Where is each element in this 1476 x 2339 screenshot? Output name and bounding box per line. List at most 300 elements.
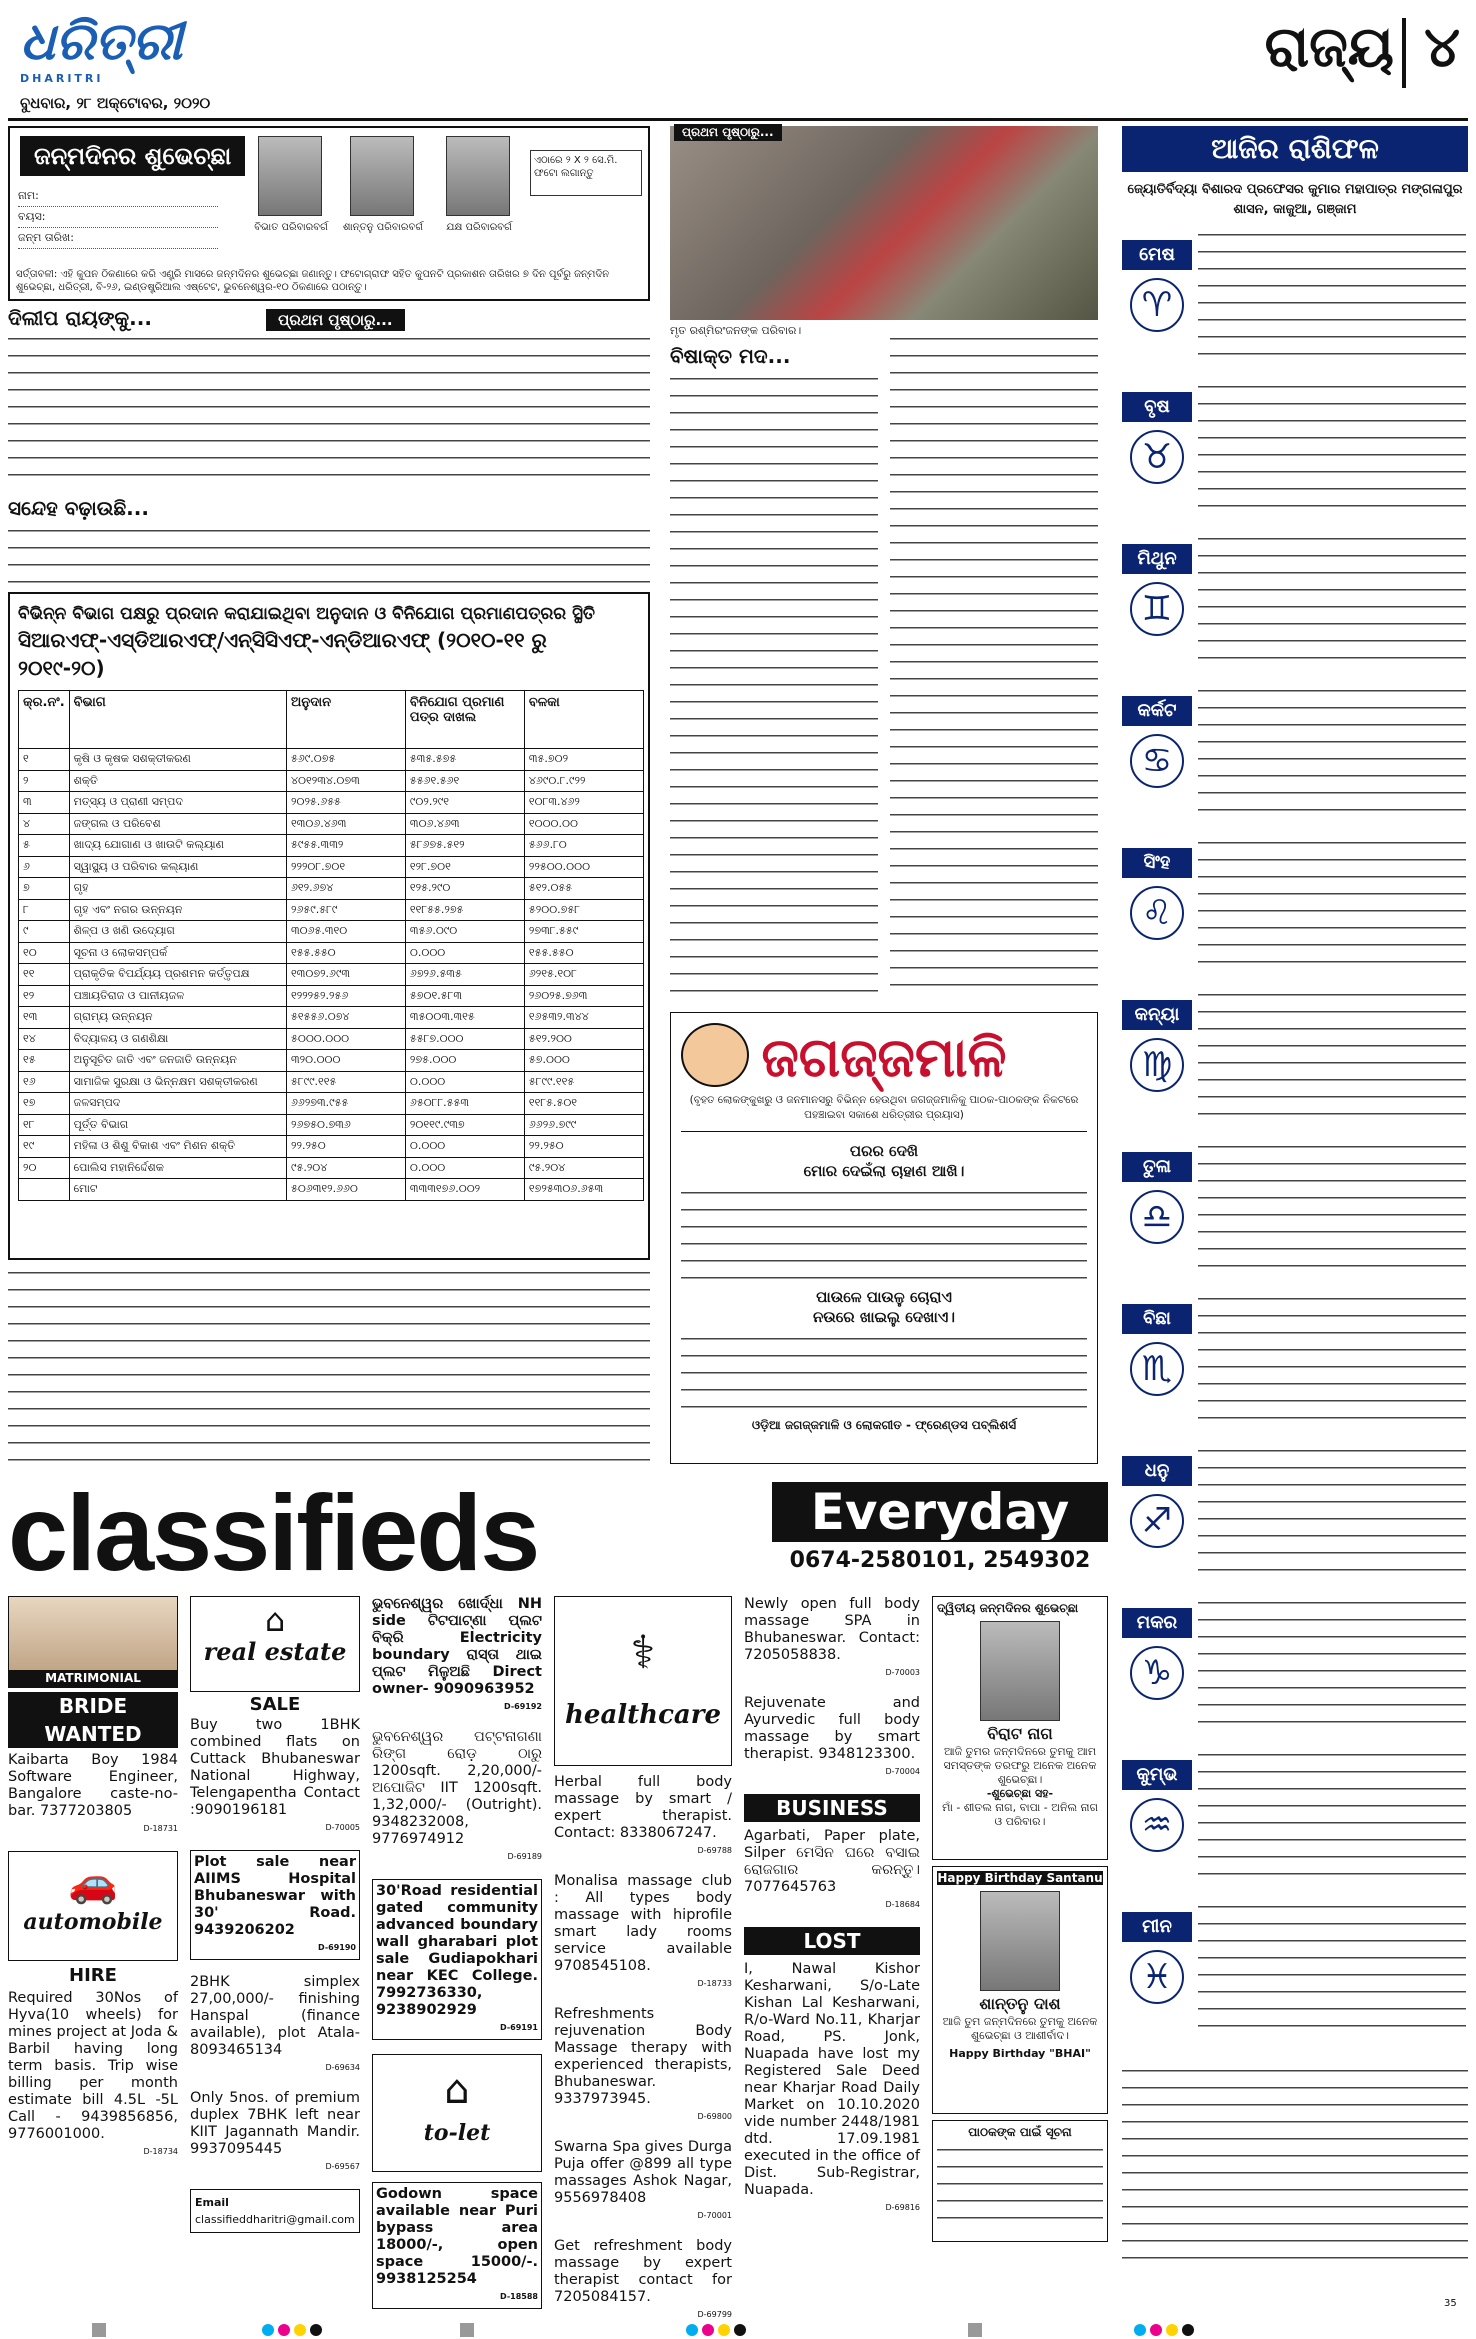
- table-cell: ୫୮୯୯.୧୧୫: [524, 1071, 643, 1093]
- photo-caption: ଯକ୍ଷ ପରିବାରବର୍ଗ: [446, 222, 512, 233]
- registration-dot: [262, 2324, 274, 2336]
- ad-text: ଭୁବନେଶ୍ୱର ପଟ୍ଟନାଗଣା ରିଙ୍ଗ ରୋଡ଼ ଠାରୁ 1200sqft. 2,20,000/- ଅପୋଜିଟ IIT 1200sqft. 1,32,000/- (Outright). 9348232008, 9776974912: [372, 1729, 542, 1847]
- sign-prediction-text: [1198, 532, 1466, 660]
- table-row: [19, 1157, 644, 1179]
- ad-code: D-69190: [318, 1943, 356, 1952]
- classified-ad: [8, 1752, 178, 1837]
- registration-dot: [1150, 2324, 1162, 2336]
- happy-birthday-box: [932, 1866, 1108, 2114]
- table-cell: ଗୃହ: [69, 878, 286, 900]
- table-row: [19, 1093, 644, 1115]
- table-row: [19, 749, 644, 771]
- matrimonial-label: MATRIMONIAL: [9, 1670, 177, 1687]
- table-row: [19, 985, 644, 1007]
- horoscope-sign: [1122, 1286, 1468, 1430]
- real-estate-label: real estate: [203, 1637, 347, 1666]
- table-cell: ୧୫୫.୫୫୦: [524, 942, 643, 964]
- table-cell: ୩୦୬୫.୩୧୦: [287, 921, 406, 943]
- table-cell: ୫୧୫୫୬.୦୭୪: [287, 1007, 406, 1029]
- classifieds-phone: 0674-2580101, 2549302: [789, 1548, 1091, 1573]
- table-cell: ୭: [19, 878, 70, 900]
- table-cell: ୩: [19, 792, 70, 814]
- print-mark: [968, 2323, 982, 2337]
- automobile-label: automobile: [23, 1909, 163, 1935]
- table-cell: ୧୨୨୨୫୨.୨୫୬: [287, 985, 406, 1007]
- table-cell: ୩୦୬.୪୬୩: [405, 813, 524, 835]
- grants-table: [18, 690, 644, 1201]
- table-cell: ୬୫୦୮୮.୫୫୩: [405, 1093, 524, 1115]
- jagamali-heading: ମୋର ଦେଇଁଲା ଚାହାଣ ଆଖି।: [803, 1162, 965, 1180]
- sign-prediction-text: [1198, 836, 1466, 964]
- table-cell: ୨୦: [19, 1157, 70, 1179]
- continued-tag: ପ୍ରଥମ ପୃଷ୍ଠାରୁ...: [674, 124, 782, 141]
- second-story: [8, 496, 650, 520]
- jagamali-title: ଜଗଜ୍ଜମାଳି: [761, 1025, 1007, 1089]
- photo-caption: ମୃତ ରଶ୍ମିରଂଜନଙ୍କ ପରିବାର।: [670, 324, 802, 337]
- reader-notice-text: [937, 2143, 1103, 2231]
- table-row: [19, 1136, 644, 1158]
- jagamali-heading: ନଉରେ ଖାଇଲୁ ଦେଖାଏ।: [812, 1308, 956, 1326]
- sign-prediction-text: [1198, 228, 1466, 356]
- table-cell: ଜଳସମ୍ପଦ: [69, 1093, 286, 1115]
- classified-ad: [190, 1850, 360, 1960]
- table-cell: ୧୬: [19, 1071, 70, 1093]
- classified-ad: [190, 2090, 360, 2175]
- col-header: ବିନିଯୋଗ ପ୍ରମାଣ ପତ୍ର ଦାଖଲ: [405, 691, 524, 749]
- sign-prediction-text: [1198, 1292, 1466, 1420]
- story-kicker: ଦିଲୀପ ରାୟଙ୍କୁ...: [8, 306, 152, 330]
- story-body-text: [8, 1266, 650, 1462]
- table-cell: ସ୍ୱାସ୍ଥ୍ୟ ଓ ପରିବାର କଲ୍ୟାଣ: [69, 856, 286, 878]
- table-row: [19, 1179, 644, 1201]
- table-cell: ୧୫: [19, 1050, 70, 1072]
- table-cell: ୬୭୨୬.୫୩୫: [405, 964, 524, 986]
- table-cell: ୦.୦୦୦: [405, 1157, 524, 1179]
- col-header: ବିଭାଗ: [69, 691, 286, 749]
- greeting-title: Happy Birthday Santanu: [937, 1871, 1103, 1885]
- ad-text: Swarna Spa gives Durga Puja offer @899 all type massages Ashok Nagar, 9556978408: [554, 2139, 732, 2206]
- table-cell: ୯୦୨.୨୯୧: [405, 792, 524, 814]
- jagamali-heading: ପରର ଦେଖି: [849, 1142, 919, 1160]
- table-cell: ୨୦୨୫.୬୫୫: [287, 792, 406, 814]
- sign-prediction-text: [1198, 988, 1466, 1116]
- table-cell: କୃଷି ଓ କୃଷକ ସଶକ୍ତୀକରଣ: [69, 749, 286, 771]
- table-cell: ବିଦ୍ୟାଳୟ ଓ ଗଣଶିକ୍ଷା: [69, 1028, 286, 1050]
- automobile-image: [8, 1851, 178, 1961]
- table-row: [19, 1050, 644, 1072]
- table-cell: ମହିଳା ଓ ଶିଶୁ ବିକାଶ ଏବଂ ମିଶନ ଶକ୍ତି: [69, 1136, 286, 1158]
- table-cell: ୫୭୦୧.୫୮୩: [405, 985, 524, 1007]
- bride-wanted-header: BRIDE WANTED: [8, 1692, 178, 1748]
- business-header: BUSINESS: [744, 1794, 920, 1822]
- jagamali-box: [670, 1012, 1098, 1464]
- to-let-label: to-let: [423, 2120, 491, 2146]
- col-header: ଅନୁଦାନ: [287, 691, 406, 749]
- ad-text: Get refreshment body massage by expert therapist contact for 7205084157.: [554, 2238, 732, 2305]
- table-cell: ୩୫୬.୦୯୦: [405, 921, 524, 943]
- ad-code: D-69816: [885, 2203, 920, 2212]
- table-cell: ୧୭: [19, 1093, 70, 1115]
- table-row: [19, 835, 644, 857]
- classified-ad: [8, 1990, 178, 2160]
- child-photo: [258, 136, 322, 216]
- table-cell: ୫୧୨.୦୫୫: [524, 878, 643, 900]
- registration-dot: [278, 2324, 290, 2336]
- sign-name: କୁମ୍ଭ: [1122, 1760, 1192, 1790]
- classified-ad: [554, 2139, 732, 2224]
- ad-text: Agarbati, Paper plate, Silper ମେସିନ ଘରେ ବସାଇ ରୋଜଗାର କରନ୍ତୁ। 7077645763: [744, 1828, 920, 1895]
- classified-ad: [744, 1596, 920, 1681]
- ad-code: D-18733: [697, 1979, 732, 1988]
- ad-code: D-18734: [143, 2147, 178, 2156]
- ad-text: Buy two 1BHK combined flats on Cuttack Bhubaneswar National Highway, Telengapentha Contact :9090196181: [190, 1717, 360, 1818]
- table-cell: ଶକ୍ତି: [69, 770, 286, 792]
- ad-text: I, Nawal Kishor Kesharwani, S/o-Late Kishan Lal Kesharwani, R/o-Ward No.11, Kharjar Road, PS. Jonk, Nuapada have lost my Registered Sale Deed near Kharjar Road Daily Market on 10.10.2020 vide number 2448/1981 dtd. 17.09.1981 executed in the office of Dist. Sub-Registrar, Nuapada.: [744, 1961, 920, 2198]
- table-cell: ୦.୦୦୦: [405, 942, 524, 964]
- table-cell: ୮: [19, 899, 70, 921]
- classified-ad: [744, 1695, 920, 1780]
- ad-code: D-69800: [697, 2112, 732, 2121]
- table-cell: ୧୧: [19, 964, 70, 986]
- cartoon-illustration: [681, 1023, 749, 1087]
- table-cell: ୫୯୫୫.୩୩୨: [287, 835, 406, 857]
- story-body-text: [8, 332, 650, 488]
- horoscope-sign: [1122, 526, 1468, 670]
- birthday-title: ଜନ୍ମଦିନର ଶୁଭେଚ୍ଛା: [20, 136, 245, 176]
- masthead: [8, 8, 1468, 120]
- table-cell: ୬୬୨୭୩.୯୫୫: [287, 1093, 406, 1115]
- ad-text: Herbal full body massage by smart / expert therapist. Contact: 8338067247.: [554, 1774, 732, 1841]
- photo-caption: ଶାନ୍ତନୁ ପରିବାରବର୍ଗ: [342, 222, 424, 233]
- table-cell: ୨୦୧୧୯.୯୩୭: [405, 1114, 524, 1136]
- jagamali-text: [681, 1332, 1087, 1412]
- ad-code: D-69799: [697, 2310, 732, 2319]
- reader-notice-title: ପାଠକଙ୍କ ପାଇଁ ସୂଚନା: [968, 2125, 1072, 2139]
- table-cell: ଗୃହ ଏବଂ ନଗର ଉନ୍ନୟନ: [69, 899, 286, 921]
- horoscope-sign: [1122, 222, 1468, 366]
- classified-ad: [190, 1717, 360, 1836]
- registration-dot: [686, 2324, 698, 2336]
- ad-text: Refreshments rejuvenation Body Massage therapy with experienced therapists, Bhubaneswar. 9337973945.: [554, 2006, 732, 2107]
- table-row: [19, 792, 644, 814]
- story-kicker: ବିଷାକ୍ତ ମଦ...: [670, 344, 791, 368]
- table-row: [19, 878, 644, 900]
- print-mark: [460, 2323, 474, 2337]
- table-row: [19, 1114, 644, 1136]
- ad-code: D-69192: [504, 1702, 542, 1711]
- classified-column-property: [372, 1596, 542, 2323]
- horoscope-sign: [1122, 1742, 1468, 1886]
- classified-ad: [554, 1873, 732, 1992]
- table-body: [19, 749, 644, 1201]
- sign-name: କନ୍ୟା: [1122, 1000, 1192, 1030]
- table-cell: ୧୧୮୫୫.୨୭୫: [405, 899, 524, 921]
- zodiac-icon: ♒: [1130, 1798, 1184, 1852]
- table-cell: ୬୨୧୫.୧୦୮: [524, 964, 643, 986]
- logo-title: ଧରିତ୍ରୀ: [20, 11, 183, 72]
- greeting-name: ଶାନ୍ତନୁ ଦାଶ: [979, 1994, 1061, 2013]
- table-cell: ୧୦୮୩.୪୬୨: [524, 792, 643, 814]
- to-let-image: [372, 2054, 542, 2172]
- logo-subtitle: DHARITRI: [20, 72, 104, 85]
- horoscope-title: ଆଜିର ରାଶିଫଳ: [1122, 126, 1468, 172]
- ad-code: D-69189: [507, 1852, 542, 1861]
- table-cell: ୧୬୫୩୨.୩୪୪: [524, 1007, 643, 1029]
- horoscope-sign: [1122, 1590, 1468, 1734]
- table-cell: ୧୦: [19, 942, 70, 964]
- table-cell: ୨୨୨୦୮.୭୦୧: [287, 856, 406, 878]
- registration-dot: [734, 2324, 746, 2336]
- greeting-signoff: Happy Birthday "BHAI": [949, 2047, 1091, 2060]
- ad-code: D-70005: [325, 1823, 360, 1832]
- email-box: [190, 2189, 360, 2233]
- sign-prediction-text: [1198, 1140, 1466, 1268]
- horoscope-sign: [1122, 830, 1468, 974]
- sign-name: ସିଂହ: [1122, 848, 1192, 878]
- table-row: [19, 856, 644, 878]
- print-mark: [92, 2323, 106, 2337]
- table-row: [19, 921, 644, 943]
- registration-dot: [1182, 2324, 1194, 2336]
- logo: [20, 12, 260, 96]
- ad-text: Rejuvenate and Ayurvedic full body massage by smart therapist. 9348123300.: [744, 1695, 920, 1762]
- sign-prediction-text: [1198, 684, 1466, 812]
- table-cell: ୨୬୦୨୫.୭୬୩: [524, 985, 643, 1007]
- table-cell: ୨୭୫.୦୦୦: [405, 1050, 524, 1072]
- story-kicker: ସନ୍ଦେହ ବଢ଼ାଉଛି...: [8, 496, 149, 520]
- classified-column-business: [744, 1596, 920, 2230]
- ad-code: D-18684: [885, 1900, 920, 1909]
- zodiac-icon: ♍: [1130, 1038, 1184, 1092]
- table-cell: ୧୦୦୦.୦୦: [524, 813, 643, 835]
- table-row: [19, 1007, 644, 1029]
- reader-notice-box: [932, 2120, 1108, 2242]
- table-cell: ୧୨: [19, 985, 70, 1007]
- photo-size-note: ଏଠାରେ ୨ X ୨ ସେ.ମି. ଫଟୋ ଲଗାନ୍ତୁ: [530, 150, 642, 196]
- classified-ad: [372, 1879, 542, 2040]
- registration-dot: [718, 2324, 730, 2336]
- zodiac-icon: ♏: [1130, 1342, 1184, 1396]
- horoscope-sign: [1122, 678, 1468, 822]
- greeting-title: ଦ୍ୱିତୀୟ ଜନ୍ମଦିନର ଶୁଭେଚ୍ଛା: [937, 1601, 1079, 1615]
- ad-code: D-69634: [325, 2063, 360, 2072]
- horoscope-sign: [1122, 1438, 1468, 1582]
- ad-text: 2BHK simplex 27,00,000/- finishing Hanspal (finance available), plot Atala-8093465134: [190, 1974, 360, 2058]
- classified-column-greetings: [932, 1596, 1108, 2242]
- jagamali-credit: ଓଡ଼ିଆ ଜଗଜ୍ଜମାଳି ଓ ଲୋକଗୀତ - ଫ୍ରେଣ୍ଡସ ପବ୍ଲିଶର୍ସ: [751, 1418, 1017, 1432]
- ad-code: D-69788: [697, 1846, 732, 1855]
- horoscope-sign: [1122, 982, 1468, 1126]
- child-photo: [446, 136, 510, 216]
- sign-prediction-text: [1198, 1900, 1466, 2028]
- sale-header: SALE: [249, 1694, 301, 1715]
- zodiac-icon: ♊: [1130, 582, 1184, 636]
- table-cell: ୩୫.୭୦୨: [524, 749, 643, 771]
- almanac-text: [1122, 2064, 1468, 2274]
- greeting-text: ଆଜି ତୁମ ଜନ୍ମଦିନରେ ତୁମକୁ ଅନେକ ଶୁଭେଚ୍ଛା ଓ ଆଶୀର୍ବାଦ।: [942, 2015, 1098, 2042]
- table-cell: ୩୨୦.୦୦୦: [287, 1050, 406, 1072]
- table-cell: ସାମାଜିକ ସୁରକ୍ଷା ଓ ଭିନ୍ନକ୍ଷମ ସଶକ୍ତୀକରଣ: [69, 1071, 286, 1093]
- ad-text: Newly open full body massage SPA in Bhubaneswar. Contact: 7205058838.: [744, 1596, 920, 1663]
- table-cell: ୧୮: [19, 1114, 70, 1136]
- ad-text: Required 30Nos of Hyva(10 wheels) for mines project at Joda & Barbil having long term basis. Trip wise billing per month estimate bill 4.5L -5L Call - 9439856856, 9776001000.: [8, 1990, 178, 2142]
- table-cell: ୫୫୮୭.୦୦୦: [405, 1028, 524, 1050]
- zodiac-icon: ♎: [1130, 1190, 1184, 1244]
- sign-name: ମେଷ: [1122, 240, 1192, 270]
- matrimonial-image: [8, 1596, 178, 1688]
- real-estate-image: [190, 1596, 360, 1692]
- table-cell: ୧୯: [19, 1136, 70, 1158]
- sign-name: ବୃଷ: [1122, 392, 1192, 422]
- photo-caption: ବିଭାତ ପରିବାରବର୍ଗ: [254, 222, 328, 233]
- table-cell: ଶିଳ୍ପ ଓ ଖଣି ଉଦ୍ୟୋଗ: [69, 921, 286, 943]
- table-title: ବିଭିନ୍ନ ବିଭାଗ ପକ୍ଷରୁ ପ୍ରଦାନ କରାଯାଇଥିବା ଅନୁଦାନ ଓ ବିନିଯୋଗ ପ୍ରମାଣପତ୍ରର ସ୍ଥିତି: [18, 604, 596, 624]
- zodiac-icon: ♑: [1130, 1646, 1184, 1700]
- classified-ad: [554, 2238, 732, 2323]
- news-photo: [670, 126, 1098, 320]
- ad-code: D-70004: [885, 1767, 920, 1776]
- table-cell: ୯୫.୨୦୪: [287, 1157, 406, 1179]
- page-number: ୪: [1424, 14, 1460, 80]
- table-cell: ୨: [19, 770, 70, 792]
- table-cell: ୧: [19, 749, 70, 771]
- ad-text: ଭୁବନେଶ୍ୱର ଖୋର୍ଦ୍ଧା NH side ଟିଟପାଟ୍ଣା ପ୍ଲଟ ବିକ୍ରି Electricity boundary ରାସ୍ତା ଥାଇ ପ୍ଲଟ ମିଳୁଅଛି Direct owner- 9090963952: [372, 1596, 542, 1697]
- healthcare-label: healthcare: [565, 1700, 721, 1730]
- sign-name: ଧନୁ: [1122, 1456, 1192, 1486]
- table-cell: ୦.୦୦୦: [405, 1071, 524, 1093]
- table-cell: ୧୩୦୬.୪୬୩: [287, 813, 406, 835]
- table-cell: ୪୬୯୦.୮.୯୨୨: [524, 770, 643, 792]
- classified-column-matrimonial: [8, 1596, 178, 2174]
- table-cell: ୬୬୨୬.୭୯୯: [524, 1114, 643, 1136]
- greeting-text: ଆଜି ତୁମର ଜନ୍ମଦିନରେ ତୁମକୁ ଆମ ସମସ୍ତଙ୍କ ତରଫରୁ ଅନେକ ଅନେକ ଶୁଭେଚ୍ଛା।: [943, 1745, 1097, 1786]
- child-photo: [980, 1621, 1060, 1721]
- table-cell: ୧୨୫.୨୯୦: [405, 878, 524, 900]
- ad-code: D-18731: [143, 1824, 178, 1833]
- table-header-row: [19, 691, 644, 749]
- classified-ad: [372, 2182, 542, 2309]
- jagamali-text: [681, 1186, 1087, 1282]
- table-cell: ୨୨.୨୫୦: [287, 1136, 406, 1158]
- col-header: କ୍ର.ନଂ.: [19, 691, 70, 749]
- folio-number: 35: [1444, 2298, 1457, 2309]
- col-header: ବଳକା: [524, 691, 643, 749]
- table-cell: ୨୨୫୦୦.୦୦୦: [524, 856, 643, 878]
- table-row: [19, 770, 644, 792]
- classifieds-wordmark: classifieds: [8, 1472, 539, 1593]
- sign-name: ମୀନ: [1122, 1912, 1192, 1942]
- table-cell: ୧୫୫.୫୫୦: [287, 942, 406, 964]
- table-cell: ୫୫୬୧.୫୬୧: [405, 770, 524, 792]
- house-icon: ⌂: [444, 2067, 470, 2113]
- classified-ad: [372, 1729, 542, 1865]
- table-row: [19, 813, 644, 835]
- table-cell: ୬: [19, 856, 70, 878]
- form-name-field: ନାମ:: [18, 186, 218, 207]
- table-cell: ସୂଚନା ଓ ଲୋକସମ୍ପର୍କ: [69, 942, 286, 964]
- form-age-field: ବୟସ:: [18, 207, 218, 228]
- child-photo: [350, 136, 414, 216]
- sign-name: ବିଛା: [1122, 1304, 1192, 1334]
- email-address[interactable]: classifieddharitri@gmail.com: [195, 2213, 355, 2226]
- jagamali-subtitle: (ବୃହତ ଲୋକଙ୍କୁଖରୁ ଓ ଜନମାନସରୁ ବିଭିନ୍ନ ହେଉଥିବା ଜଗଜ୍ଜମାଳିକୁ ପାଠକ-ପାଠକଙ୍କ ନିକଟରେ ପହଞ୍ଚାଇବା ସକାଶେ ଧରିତ୍ରୀର ପ୍ରୟାସ): [689, 1094, 1079, 1121]
- astrologer-byline: ଜ୍ୟୋତିର୍ବିଦ୍ୟା ବିଶାରଦ ପ୍ରଫେସର କୁମାର ମହାପାତ୍ର ମଙ୍ଗଳାପୁର ଶାସନ, କାଜୁଆ, ଗଞ୍ଜାମ: [1127, 182, 1463, 217]
- person-photo: [980, 1891, 1060, 1991]
- table-cell: ଗ୍ରାମ୍ୟ ଉନ୍ନୟନ: [69, 1007, 286, 1029]
- car-icon: 🚗: [68, 1860, 118, 1906]
- zodiac-icon: ♉: [1130, 430, 1184, 484]
- sign-prediction-text: [1198, 1748, 1466, 1876]
- table-cell: [19, 1179, 70, 1201]
- ad-text: Kaibarta Boy 1984 Software Engineer, Bangalore caste-no-bar. 7377203805: [8, 1752, 178, 1819]
- table-cell: ୫୧୨.୨୦୦: [524, 1028, 643, 1050]
- ad-text: Only 5nos. of premium duplex 7BHK left near KIIT Jagannath Mandir. 9937095445: [190, 2090, 360, 2157]
- table-row: [19, 1028, 644, 1050]
- dateline: ବୁଧବାର, ୨୮ ଅକ୍ଟୋବର, ୨୦୨୦: [20, 94, 211, 112]
- zodiac-icon: ♋: [1130, 734, 1184, 788]
- registration-dot: [702, 2324, 714, 2336]
- healthcare-image: [554, 1596, 732, 1766]
- sign-name: ମକର: [1122, 1608, 1192, 1638]
- table-cell: ୧୩: [19, 1007, 70, 1029]
- birthday-coupon: [8, 126, 650, 301]
- table-cell: ୧୩୦୭୨.୬୯୩: [287, 964, 406, 986]
- ad-text: Plot sale near AIIMS Hospital Bhubaneswar with 30' Road. 9439206202: [194, 1854, 356, 1938]
- everyday-badge: Everyday: [772, 1482, 1108, 1542]
- table-cell: ୫୨୦୦.୭୫୮: [524, 899, 643, 921]
- ad-code: D-70001: [697, 2211, 732, 2220]
- story-body-text: [890, 332, 1098, 998]
- ad-text: Monalisa massage club : All types body massage with hiprofile smart lady rooms service available 9708545108.: [554, 1873, 732, 1974]
- classified-ad: [190, 1974, 360, 2076]
- horoscope-sign: [1122, 1134, 1468, 1278]
- table-cell: ୫୩୫.୫୭୫: [405, 749, 524, 771]
- table-cell: ୫୦୦୦.୦୦୦: [287, 1028, 406, 1050]
- horoscope-sign: [1122, 374, 1468, 518]
- table-cell: ୨୭୩୮.୫୫୯: [524, 921, 643, 943]
- table-cell: ୫୮୯୯.୧୧୫: [287, 1071, 406, 1093]
- registration-dot: [294, 2324, 306, 2336]
- table-cell: ପ୍ରାକୃତିକ ବିପର୍ଯ୍ୟୟ ପ୍ରଶମନ କର୍ତ୍ତୃପକ୍ଷ: [69, 964, 286, 986]
- classified-column-healthcare: [554, 1596, 732, 2337]
- ad-code: D-69191: [500, 2023, 538, 2032]
- masthead-rule: [8, 118, 1468, 121]
- form-dob-field: ଜନ୍ମ ତାରିଖ:: [18, 228, 218, 249]
- ad-code: D-18588: [500, 2292, 538, 2301]
- table-cell: ୫୭.୦୦୦: [524, 1050, 643, 1072]
- classified-ad: [554, 1774, 732, 1859]
- table-cell: ୨୬୫୯.୫୮୯: [287, 899, 406, 921]
- table-cell: ୧୨୮.୭୦୧: [405, 856, 524, 878]
- table-cell: ପୂର୍ତ୍ତ ବିଭାଗ: [69, 1114, 286, 1136]
- table-cell: ୩୫୦୦୩.୩୧୫: [405, 1007, 524, 1029]
- table-cell: ପୋଲିସ ମହାନିର୍ଦ୍ଦେଶକ: [69, 1157, 286, 1179]
- second-birthday-box: [932, 1596, 1108, 1860]
- table-cell: ୪୦୧୨୩୪.୦୭୩: [287, 770, 406, 792]
- table-cell: ପଞ୍ଚାୟତିରାଜ ଓ ପାନୀୟଜଳ: [69, 985, 286, 1007]
- ad-text: Godown space available near Puri bypass area 18000/-, open space 15000/-. 9938125254: [376, 2186, 538, 2287]
- table-cell: ମତ୍ସ୍ୟ ଓ ପ୍ରାଣୀ ସମ୍ପଦ: [69, 792, 286, 814]
- classifieds-banner: [8, 1472, 1108, 1593]
- stethoscope-icon: ⚕: [630, 1625, 656, 1679]
- zodiac-icon: ♌: [1130, 886, 1184, 940]
- table-cell: ୪: [19, 813, 70, 835]
- table-cell: ୧୭୨୫୩୦୬.୬୫୩: [524, 1179, 643, 1201]
- continued-tag: ପ୍ରଥମ ପୃଷ୍ଠାରୁ...: [266, 309, 404, 331]
- house-icon: ⌂: [264, 1601, 286, 1639]
- story-body-text: [670, 372, 878, 998]
- table-cell: ୧୧୮୫.୫୦୧: [524, 1093, 643, 1115]
